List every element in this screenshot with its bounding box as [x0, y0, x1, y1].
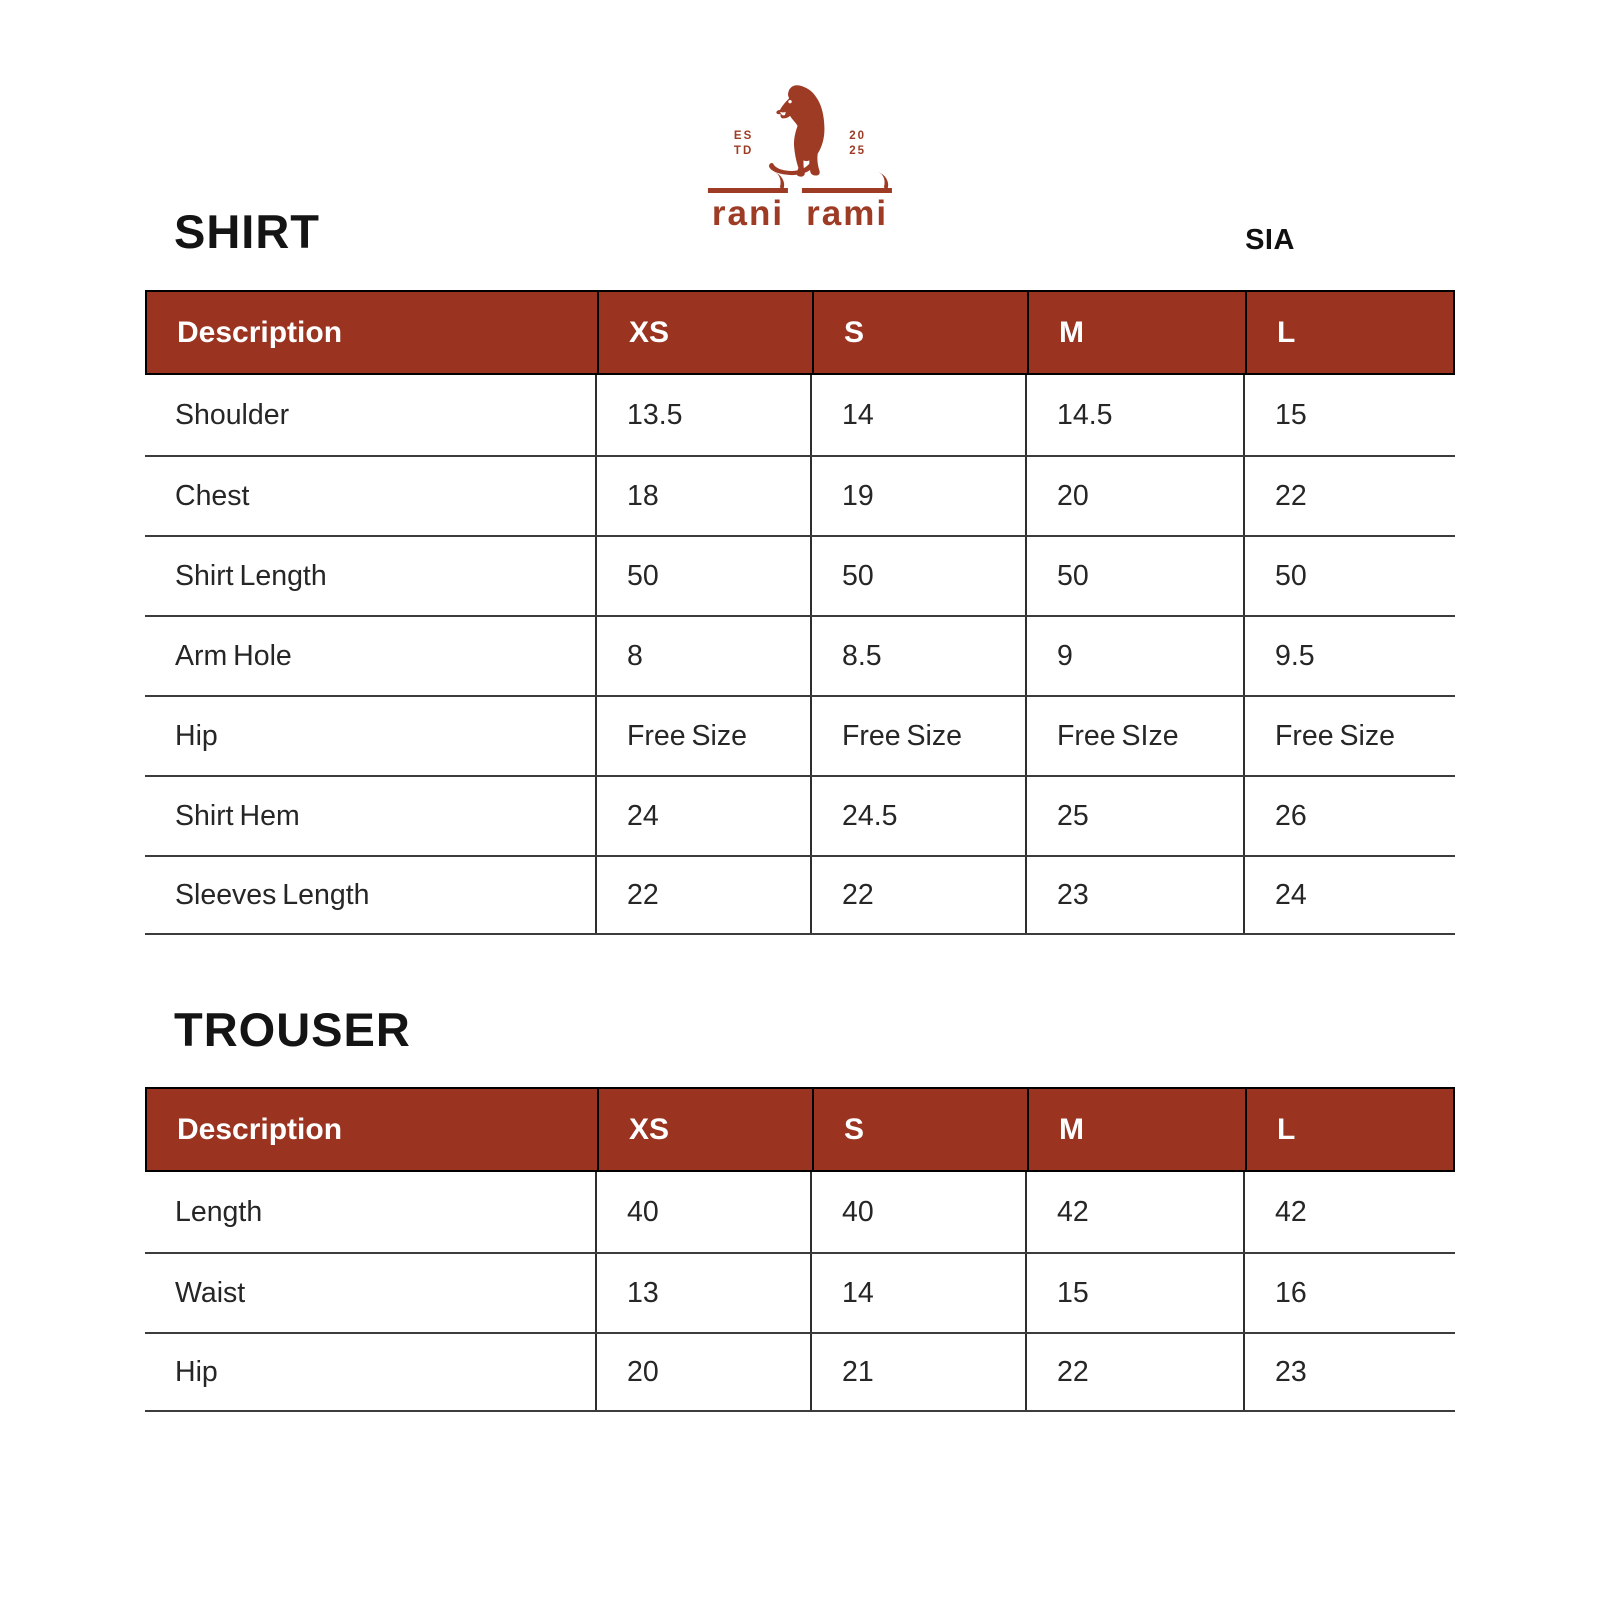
value-cell: 13 [595, 1254, 810, 1332]
value-cell: 25 [1025, 777, 1243, 855]
description-header-cell: Description [177, 1112, 343, 1146]
value-cell: 50 [810, 537, 1025, 615]
table-row [145, 615, 1455, 695]
logo-emblem [734, 84, 866, 178]
table-row [145, 455, 1455, 535]
size-header-cell: S [812, 1089, 1027, 1170]
table-header-row [145, 1087, 1455, 1172]
value-cell: 16 [1243, 1254, 1455, 1332]
brand-logo [708, 84, 892, 231]
description-cell: Sleeves Length [175, 878, 370, 911]
description-cell: Chest [175, 479, 250, 512]
value-cell: 22 [595, 857, 810, 933]
wordmark-word-1 [708, 188, 788, 231]
estd-left-text [734, 129, 753, 159]
value-cell: Free Size [810, 697, 1025, 775]
value-cell: 20 [1025, 457, 1243, 535]
estd-line: 20 [849, 130, 867, 143]
table-row [145, 535, 1455, 615]
estd-right-text [849, 129, 866, 159]
description-cell: Shoulder [175, 398, 290, 431]
table-row [145, 1252, 1455, 1332]
value-cell: 18 [595, 457, 810, 535]
value-cell: 8.5 [810, 617, 1025, 695]
value-cell: Free Size [595, 697, 810, 775]
value-cell: 22 [810, 857, 1025, 933]
value-cell: 22 [1243, 457, 1455, 535]
size-header-cell: M [1027, 1089, 1245, 1170]
table-row [145, 695, 1455, 775]
wordmark-word-2 [802, 188, 892, 231]
value-cell: 14 [810, 1254, 1025, 1332]
value-cell: 13.5 [595, 375, 810, 455]
value-cell: 9.5 [1243, 617, 1455, 695]
value-cell: 50 [1025, 537, 1243, 615]
size-header-cell: L [1245, 292, 1457, 373]
value-cell: 23 [1025, 857, 1243, 933]
value-cell: 14 [810, 375, 1025, 455]
size-header-cell: XS [597, 1089, 812, 1170]
tiger-logo-icon [763, 84, 839, 178]
table-row [145, 1332, 1455, 1412]
value-cell: 8 [595, 617, 810, 695]
trouser-section-title: TROUSER [174, 1003, 411, 1056]
value-cell: 22 [1025, 1334, 1243, 1410]
table-row [145, 375, 1455, 455]
size-header-cell: XS [597, 292, 812, 373]
estd-line: ES [733, 130, 754, 143]
description-cell: Arm Hole [175, 639, 292, 672]
size-header-cell: L [1245, 1089, 1457, 1170]
value-cell: Free SIze [1025, 697, 1243, 775]
accent-tick-icon [874, 172, 891, 189]
wordmark-text: rami [806, 194, 889, 233]
shirt-size-table [145, 290, 1455, 935]
brand-wordmark [708, 188, 892, 231]
value-cell: 42 [1243, 1172, 1455, 1252]
value-cell: 40 [810, 1172, 1025, 1252]
description-cell: Hip [175, 1355, 218, 1388]
value-cell: 9 [1025, 617, 1243, 695]
value-cell: 15 [1243, 375, 1455, 455]
size-header-cell: S [812, 292, 1027, 373]
trouser-size-table [145, 1087, 1455, 1412]
value-cell: 40 [595, 1172, 810, 1252]
wordmark-text: rani [711, 194, 785, 233]
value-cell: 21 [810, 1334, 1025, 1410]
description-header-cell: Description [177, 315, 343, 349]
value-cell: 24.5 [810, 777, 1025, 855]
description-cell: Hip [175, 719, 218, 752]
description-cell: Shirt Length [175, 559, 327, 592]
table-header-row [145, 290, 1455, 375]
value-cell: 20 [595, 1334, 810, 1410]
description-cell: Shirt Hem [175, 799, 300, 832]
size-header-cell: M [1027, 292, 1245, 373]
value-cell: 23 [1243, 1334, 1455, 1410]
description-cell: Waist [175, 1276, 246, 1309]
value-cell: 24 [1243, 857, 1455, 933]
table-row [145, 855, 1455, 935]
value-cell: 42 [1025, 1172, 1243, 1252]
table-row [145, 1172, 1455, 1252]
value-cell: 14.5 [1025, 375, 1243, 455]
value-cell: Free Size [1243, 697, 1455, 775]
value-cell: 24 [595, 777, 810, 855]
table-row [145, 775, 1455, 855]
value-cell: 26 [1243, 777, 1455, 855]
style-code-label: SIA [1245, 224, 1295, 256]
value-cell: 19 [810, 457, 1025, 535]
estd-line: TD [733, 145, 754, 157]
value-cell: 15 [1025, 1254, 1243, 1332]
description-cell: Length [175, 1195, 263, 1228]
estd-line: 25 [849, 145, 867, 157]
shirt-section-title: SHIRT [174, 205, 320, 258]
value-cell: 50 [1243, 537, 1455, 615]
value-cell: 50 [595, 537, 810, 615]
